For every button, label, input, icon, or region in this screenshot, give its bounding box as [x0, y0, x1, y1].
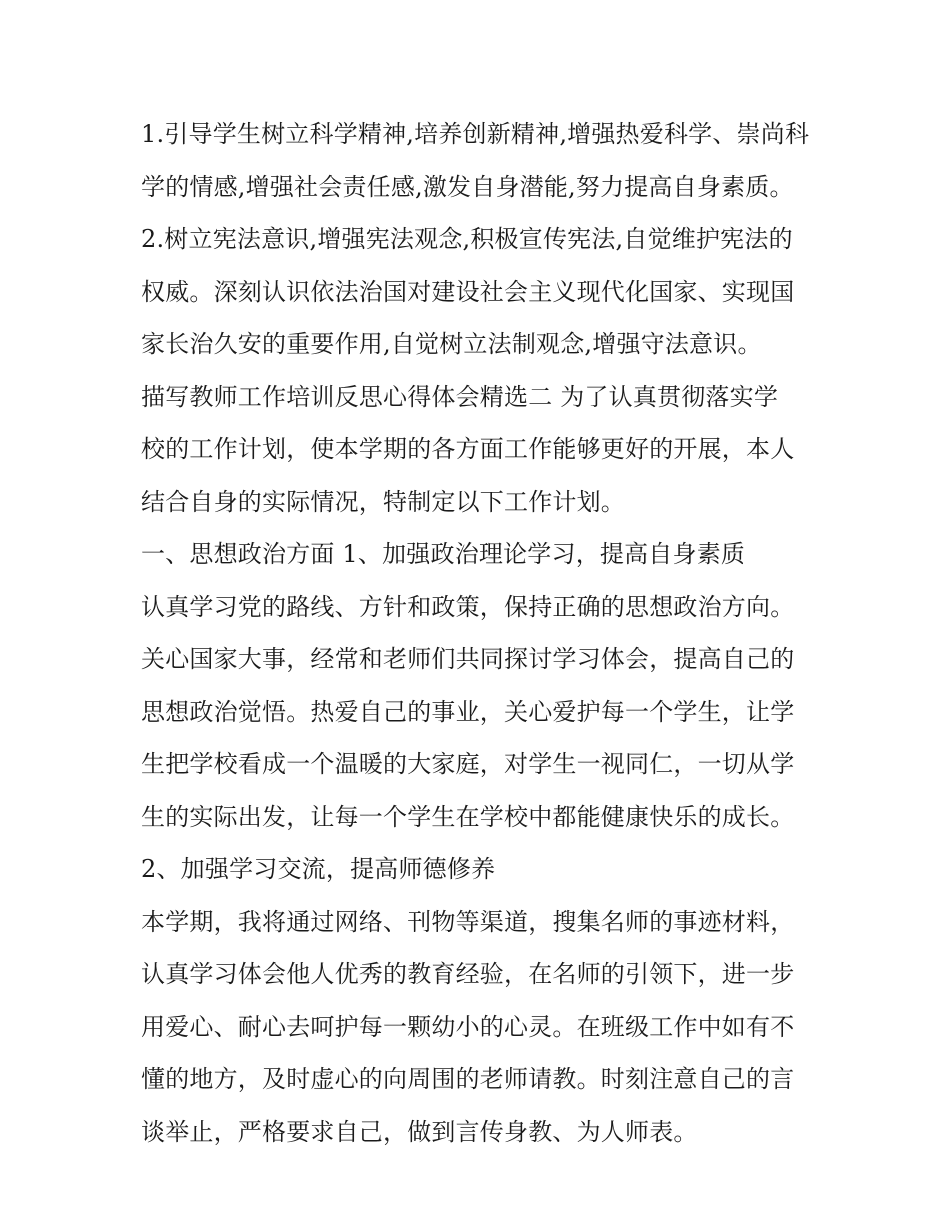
- text-line: 一、思想政治方面 1、加强政治理论学习，提高自身素质: [141, 540, 746, 568]
- text-line: 谈举止，严格要求自己，做到言传身教、为人师表。: [141, 1117, 698, 1146]
- text-line: 1.引导学生树立科学精神,培养创新精神,增强热爱科学、崇尚科: [141, 120, 810, 148]
- text-line: 认真学习党的路线、方针和政策，保持正确的思想政治方向。: [141, 592, 795, 621]
- text-line: 2.树立宪法意识,增强宪法观念,积极宣传宪法,自觉维护宪法的: [141, 225, 793, 253]
- text-line: 认真学习体会他人优秀的教育经验，在名师的引领下，进一步: [141, 960, 795, 988]
- text-line: 家长治久安的重要作用,自觉树立法制观念,增强守法意识。: [141, 330, 762, 358]
- text-line: 生把学校看成一个温暖的大家庭，对学生一视同仁，一切从学: [141, 750, 795, 778]
- text-line: 关心国家大事，经常和老师们共同探讨学习体会，提高自己的: [141, 645, 795, 673]
- text-line: 本学期，我将通过网络、刊物等渠道，搜集名师的事迹材料，: [141, 907, 795, 936]
- text-line: 思想政治觉悟。热爱自己的事业，关心爱护每一个学生，让学: [141, 697, 795, 726]
- text-line: 校的工作计划，使本学期的各方面工作能够更好的开展，本人: [141, 435, 795, 463]
- text-line: 权威。深刻认识依法治国对建设社会主义现代化国家、实现国: [141, 277, 795, 306]
- text-line: 生的实际出发，让每一个学生在学校中都能健康快乐的成长。: [141, 802, 795, 831]
- text-line: 学的情感,增强社会责任感,激发自身潜能,努力提高自身素质。: [141, 172, 794, 201]
- text-line: 描写教师工作培训反思心得体会精选二 为了认真贯彻落实学: [141, 382, 779, 411]
- text-line: 懂的地方，及时虚心的向周围的老师请教。时刻注意自己的言: [141, 1065, 795, 1093]
- text-line: 结合自身的实际情况，特制定以下工作计划。: [141, 487, 625, 516]
- text-line: 用爱心、耐心去呵护每一颗幼小的心灵。在班级工作中如有不: [141, 1012, 795, 1041]
- document-body: [141, 108, 831, 1158]
- text-line: 2、加强学习交流，提高师德修养: [141, 855, 496, 883]
